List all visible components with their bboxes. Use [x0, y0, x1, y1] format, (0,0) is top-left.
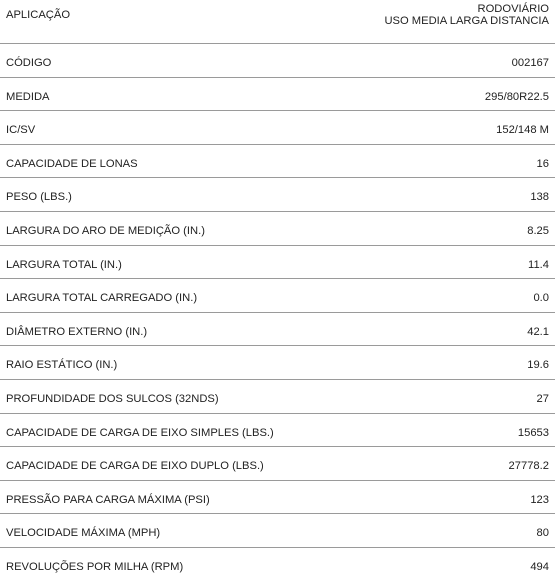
spec-label: APLICAÇÃO — [6, 9, 71, 21]
spec-label: RAIO ESTÁTICO (IN.) — [6, 359, 118, 372]
spec-row-static-radius — [0, 346, 555, 380]
spec-label: CÓDIGO — [6, 57, 52, 69]
spec-row-weight — [0, 178, 555, 212]
spec-value: 138 — [530, 191, 549, 204]
application-line-1: RODOVIÁRIO — [477, 3, 549, 15]
spec-label: PROFUNDIDADE DOS SULCOS (32NDS) — [6, 392, 219, 405]
spec-row-max-speed — [0, 514, 555, 548]
spec-label: CAPACIDADE DE LONAS — [6, 157, 138, 170]
spec-value: 295/80R22.5 — [484, 90, 549, 103]
spec-value: 152/148 M — [496, 124, 549, 137]
application-line-2: USO MEDIA LARGA DISTANCIA — [384, 14, 549, 27]
spec-label: CAPACIDADE DE CARGA DE EIXO SIMPLES (LBS.) — [6, 426, 274, 439]
spec-row-outer-diameter — [0, 313, 555, 347]
spec-value: 16 — [536, 157, 549, 170]
spec-value: 19.6 — [527, 359, 549, 372]
spec-row-loaded-width — [0, 279, 555, 313]
spec-label: PRESSÃO PARA CARGA MÁXIMA (PSI) — [6, 493, 210, 506]
spec-label: PESO (LBS.) — [6, 191, 72, 204]
spec-value: 494 — [530, 560, 549, 573]
spec-row-dual-load — [0, 447, 555, 481]
spec-value: 002167 — [511, 57, 549, 69]
spec-label: MEDIDA — [6, 90, 50, 103]
spec-value: 123 — [530, 493, 549, 506]
spec-value: 0.0 — [533, 292, 549, 305]
spec-row-rim-width — [0, 212, 555, 246]
spec-value: 11.4 — [528, 258, 549, 271]
spec-label: DIÂMETRO EXTERNO (IN.) — [6, 325, 148, 338]
spec-row-code — [0, 44, 555, 78]
spec-value: 8.25 — [527, 224, 549, 237]
spec-value — [384, 0, 549, 27]
spec-row-size — [0, 78, 555, 112]
spec-row-tread-depth — [0, 380, 555, 414]
spec-row-single-load — [0, 414, 555, 448]
spec-label: LARGURA TOTAL (IN.) — [6, 258, 122, 271]
spec-value: 27 — [536, 392, 549, 405]
spec-row-load-speed-index — [0, 111, 555, 145]
spec-row-revolutions — [0, 548, 555, 582]
spec-value: 15653 — [517, 426, 549, 439]
spec-row-application — [0, 0, 555, 44]
spec-value: 80 — [536, 527, 549, 540]
spec-label: LARGURA TOTAL CARREGADO (IN.) — [6, 292, 198, 305]
spec-label: LARGURA DO ARO DE MEDIÇÃO (IN.) — [6, 224, 205, 237]
spec-row-ply-rating — [0, 145, 555, 179]
spec-label: VELOCIDADE MÁXIMA (MPH) — [6, 527, 161, 540]
spec-row-max-pressure — [0, 481, 555, 515]
spec-value: 27778.2 — [508, 460, 549, 473]
spec-row-overall-width — [0, 246, 555, 280]
spec-value: 42.1 — [527, 325, 549, 338]
spec-label: CAPACIDADE DE CARGA DE EIXO DUPLO (LBS.) — [6, 460, 264, 473]
spec-label: IC/SV — [6, 124, 36, 137]
spec-label: REVOLUÇÕES POR MILHA (RPM) — [6, 560, 184, 573]
